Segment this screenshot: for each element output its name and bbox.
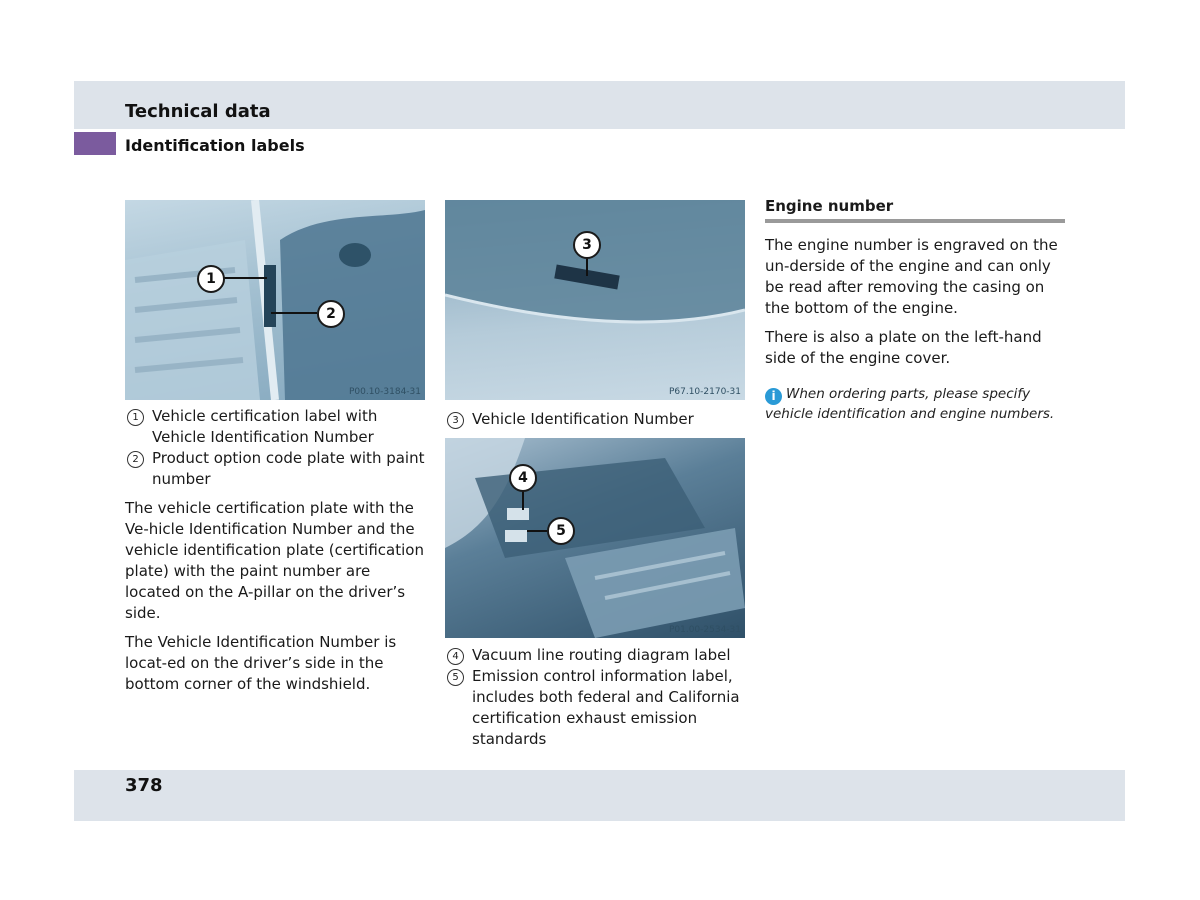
leader-line-2 <box>271 312 317 314</box>
paragraph: The vehicle certification plate with the Ve-hicle Identification Number and the vehicle identification plate (certification plate) with the paint number are located on the A-pillar on the driver’s side. <box>125 499 424 622</box>
paragraph: There is also a plate on the left-hand side of the engine cover. <box>765 328 1042 367</box>
engine-number-heading: Engine number <box>765 197 1065 223</box>
item-number: 5 <box>447 669 464 686</box>
item-number: 1 <box>127 409 144 426</box>
callout-1: 1 <box>197 265 225 293</box>
leader-line-1 <box>221 277 267 279</box>
photo-engine-drawing <box>445 438 745 638</box>
photo-code: P01.00-2534-31 <box>668 625 741 635</box>
section-tab-marker <box>74 132 116 155</box>
list-item <box>445 666 745 750</box>
callout-2: 2 <box>317 300 345 328</box>
section-title: Technical data <box>125 101 271 122</box>
footer-band <box>74 770 1125 821</box>
item-text: Product option code plate with paint number <box>152 449 425 488</box>
list-item <box>125 448 425 490</box>
list-item <box>445 645 745 666</box>
photo-code: P00.10-3184-31 <box>348 387 421 397</box>
middle-item-3 <box>445 409 745 430</box>
callout-3: 3 <box>573 231 601 259</box>
list-item <box>445 409 745 430</box>
leader-line-3 <box>586 256 588 276</box>
right-column <box>765 235 1070 369</box>
info-note <box>765 385 1075 424</box>
leader-line-5 <box>527 530 547 532</box>
item-text: Emission control information label, includes both federal and California certification exhaust emission standards <box>472 667 740 748</box>
callout-5: 5 <box>547 517 575 545</box>
photo-a-pillar-drawing <box>125 200 425 400</box>
photo-code: P67.10-2170-31 <box>668 387 741 397</box>
photo-engine-compartment <box>445 438 745 638</box>
item-number: 2 <box>127 451 144 468</box>
photo-windshield-drawing <box>445 200 745 400</box>
middle-items-4-5 <box>445 645 745 750</box>
item-text: Vehicle Identification Number <box>472 410 694 428</box>
page-number: 378 <box>125 775 163 796</box>
item-number: 4 <box>447 648 464 665</box>
info-note-text: When ordering parts, please specify vehicle identification and engine numbers. <box>765 386 1055 422</box>
paragraph: The engine number is engraved on the un-derside of the engine and can only be read after removing the casing on the bottom of the engine. <box>765 236 1058 317</box>
sub-title: Identification labels <box>125 136 305 155</box>
info-icon: i <box>765 388 782 405</box>
item-text: Vacuum line routing diagram label <box>472 646 731 664</box>
photo-windshield <box>445 200 745 400</box>
photo-a-pillar <box>125 200 425 400</box>
list-item <box>125 406 425 448</box>
item-number: 3 <box>447 412 464 429</box>
item-text: Vehicle certification label with Vehicle Identification Number <box>152 407 378 446</box>
paragraph: The Vehicle Identification Number is locat-ed on the driver’s side in the bottom corner of the windshield. <box>125 633 397 693</box>
callout-4: 4 <box>509 464 537 492</box>
left-column <box>125 406 425 695</box>
